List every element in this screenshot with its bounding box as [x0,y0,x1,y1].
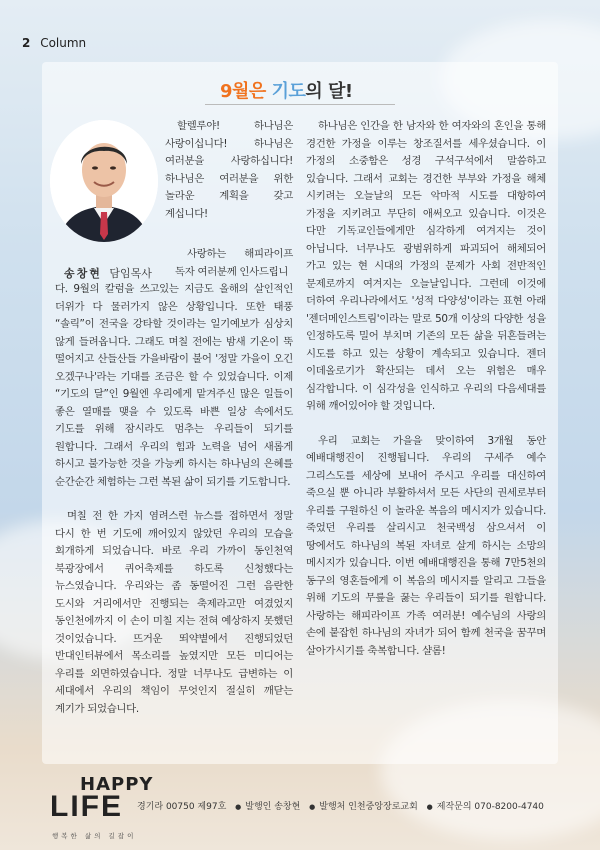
right-paragraph: 하나님은 인간을 한 남자와 한 여자와의 혼인을 통해 경건한 가정을 이루는 창조질서를 세우셨습니다. 이 가정의 소중함은 성경 구석구석에서 말씀하고 있습니다. 그래서 교회는 경건한 부부와 가정을 해체 시키려는 오늘날의 모든 악마적 시도를 대항하여 가정을 지키려고 무단히 애써오고 있습니다. 이것은 다만 기독교인들에게만 심각하게 여겨지는 것이 아닙니다. 너무나도 광범위하게 파괴되어 해체되어 가고 있는 현 시대의 가정의 문제가 사회 전반적인 문제로까지 여겨지는 오늘날입니다. 그런데 이것에 더하여 우리나라에서도 '성적 다양성'이라는 표현 아래 '젠더메인스트림'이라는 말로 50개 이상의 다양한 성을 인정하도록 밀어 부치며 기존의 모든 삶을 뒤흔들려는 시도를 하고 있는 상황이 계속되고 있습니다. 젠더 이데올로기가 확산되는 데서 오는 위험은 매우 심각합니다. 이 심각성을 인식하고 우리의 다음세대를 위해 깨어있어야 할 것입니다. [306,120,546,412]
intro-paragraph: 할렐루야! 하나님은 사랑이십니다! 하나님은 여러분을 사랑하십니다! 하나님은 여러분을 위한 놀라운 계획을 갖고 계십니다! [165,120,293,220]
title-underline [205,104,395,105]
footer-contact: 제작문의 070-8200-4740 [436,802,544,812]
title-part-1: 9월은 [220,81,272,102]
article-title [220,77,353,103]
logo-happy: HAPPY [80,774,154,795]
author-name: 송창현 [64,267,102,280]
left-paragraph: 며칠 전 한 가지 염려스런 뉴스를 접하면서 정말 다시 한 번 기도에 깨어있지 않았던 우리의 모습을 회개하게 되었습니다. 바로 우리 가까이 동인천역 북광장에서 퀴어축제를 하도록 신청했다는 뉴스였습니다. 우리와는 좀 동떨어진 그런 음란한 도시와 거리에서만 진행되는 축제라고만 여겼었지 동인천에까지 이 손이 미칠 지는 전혀 예상하지 못했던 것이었습니다. 뜨거운 뙤약볕에서 진행되었던 반대인터뷰에서 목소리를 높였지만 모든 미디어는 우리를 외면하였습니다. 정말 너무나도 급변하는 이 세대에서 우리의 책임이 무엇인지 절실히 깨닫는 계기가 되었습니다. [55,510,293,715]
greeting-paragraph: 사랑하는 해피라이프 독자 여러분께 인사드립니 [175,248,293,278]
section-label: Column [40,36,87,50]
publication-footer [137,799,550,812]
intro-continued [175,246,293,281]
logo-tagline: 행복한 삶의 길잡이 [52,832,137,840]
footer-issuer: 발행처 인천중앙장로교회 [319,802,418,812]
page-header [22,36,86,50]
bullet-icon: ● [309,803,316,811]
title-part-2: 기도 [271,81,306,102]
logo-life: LIFE [50,790,123,823]
intro-text [165,118,293,223]
left-column [55,281,293,718]
pastor-photo [50,120,158,242]
page-number: 2 [22,36,31,50]
bullet-icon: ● [426,803,433,811]
title-part-3: 의 달! [305,81,353,102]
left-paragraph: 다. 9월의 칼럼을 쓰고있는 지금도 올해의 살인적인 더위가 다 물러가지 않은 상황입니다. 또한 태풍 “솔릭”이 전국을 강타할 것이라는 일기예보가 심상치 않게 들려옵니다. 그래도 며칠 전에는 밤새 기온이 뚝 떨어지고 산들산들 가을바람이 불어 '정말 가을이 오긴 오겠구나'라는 기대를 조금은 할 수 있었습니다. 이제 “기도의 달”인 9월엔 우리에게 맡겨주신 많은 일들이 좋은 열매를 맺을 수 있도록 바쁜 일상 속에서도 기도를 위해 잠시라도 멈추는 우리들이 되기를 원합니다. 그래서 우리의 힘과 노력을 넘어 새롭게 하시고 불가능한 것을 가능케 하시는 하나님의 은혜를 순간순간 체험하는 그런 복된 삶이 되기를 기도합니다. [55,283,293,488]
right-column [306,118,546,660]
author-role: 담임목사 [109,267,152,280]
author-byline [64,265,152,281]
footer-publisher: 발행인 송창현 [245,802,301,812]
footer-registration: 경기라 00750 제97호 [137,802,227,812]
right-paragraph: 우리 교회는 가을을 맞이하여 3개월 동안 예배대행진이 진행됩니다. 우리의 구세주 예수 그리스도를 세상에 보내어 주시고 우리를 대신하여 죽으실 뿐 아니라 부활하셔서 모든 사단의 권세로부터 우리를 구원하신 이 놀라운 복음의 메시지가 있습니다. 죽었던 우리를 살리시고 천국백성 삼으셔서 이 땅에서도 하나님의 복된 자녀로 살게 하시는 소망의 메시지가 있습니다. 이번 예배대행진을 통해 7만5천의 동구의 영혼들에게 이 복음의 메시지를 알리고 그들을 위해 기도의 무릎을 꿇는 우리들이 되기를 원합니다. 사랑하는 해피라이프 가족 여러분! 예수님의 사랑의 손에 붙잡힌 하나님의 자녀가 되어 함께 천국을 꿈꾸며 살아가시기를 축복합니다. 샬롬! [306,434,546,657]
bullet-icon: ● [235,803,242,811]
